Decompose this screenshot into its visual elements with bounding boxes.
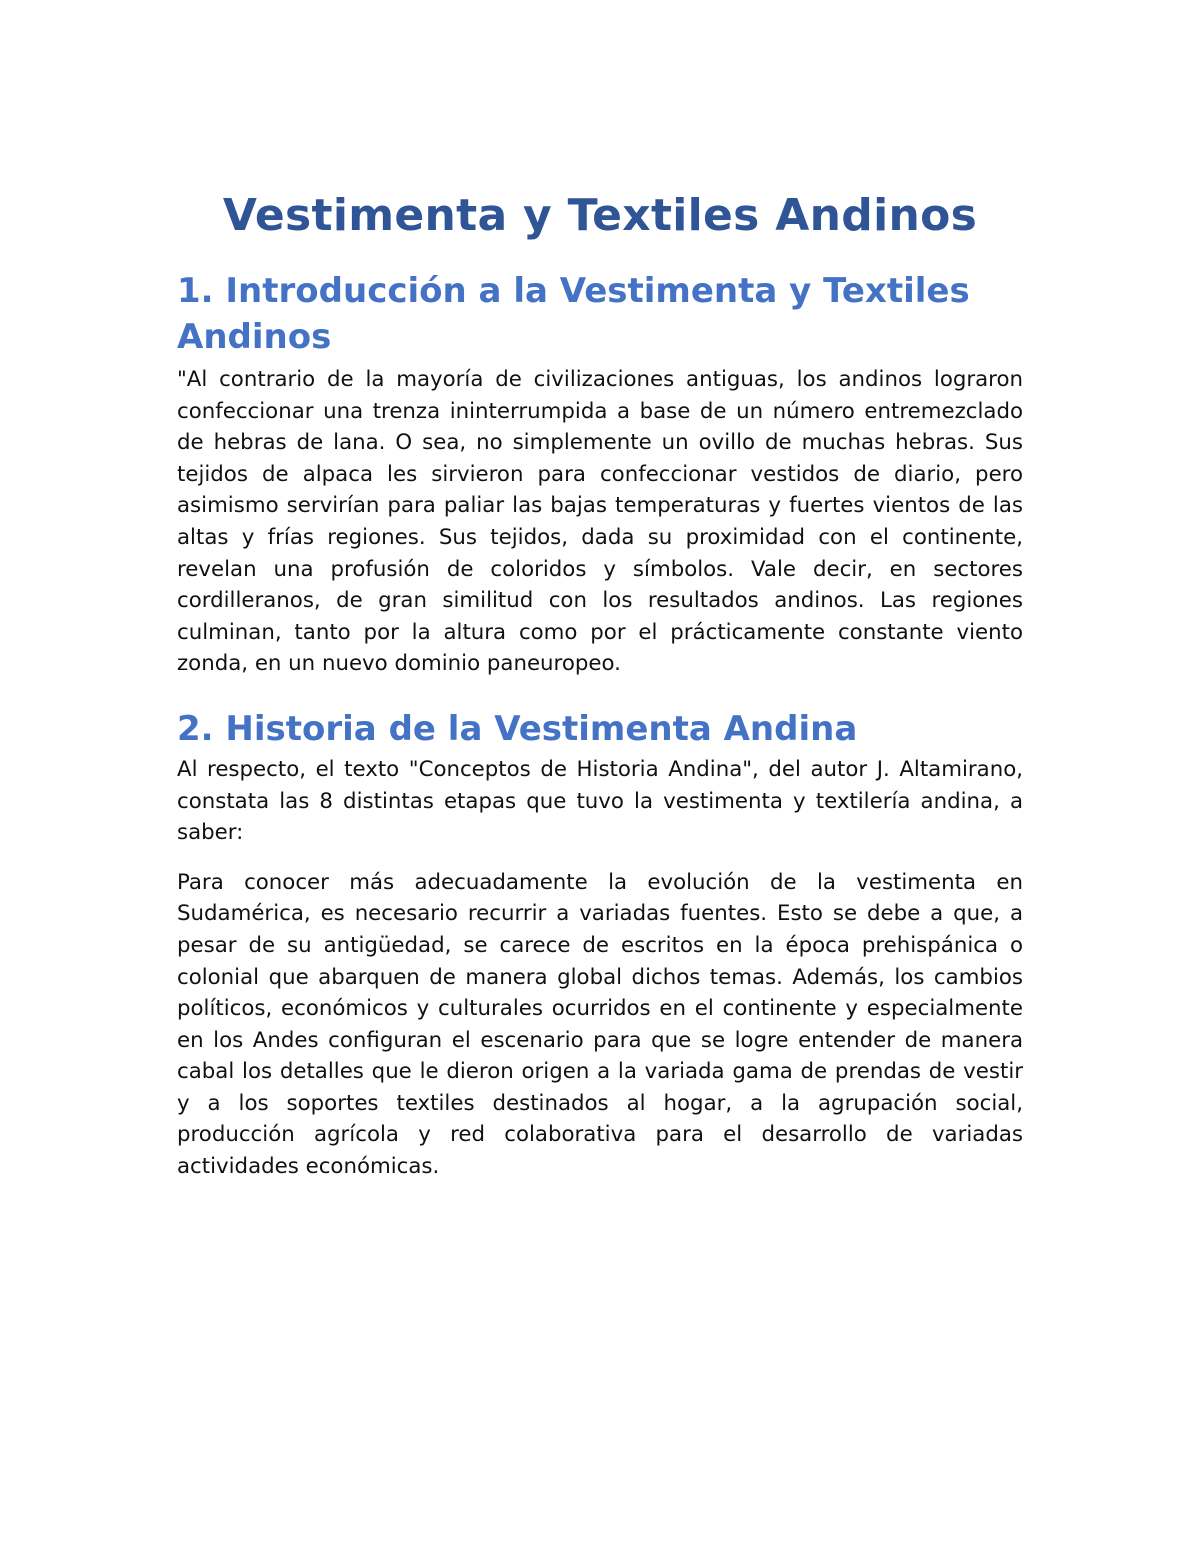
section-introduccion (177, 268, 1023, 680)
paragraph-historia-evolucion: Para conocer más adecuadamente la evolución de la vestimenta en Sudamérica, es necesario recurrir a variadas fuentes. Esto se debe a que, a pesar de su antigüedad, se carece de escritos en la época prehispánica o colonial que abarquen de manera global dichos temas. Además, los cambios políticos, económicos y culturales ocurridos en el continente y especialmente en los Andes configuran el escenario para que se logre entender de manera cabal los detalles que le dieron origen a la variada gama de prendas de vestir y a los soportes textiles destinados al hogar, a la agrupación social, producción agrícola y red colaborativa para el desarrollo de variadas actividades económicas. (177, 869, 1023, 1180)
section-heading-historia: 2. Historia de la Vestimenta Andina (177, 708, 858, 749)
document-title: Vestimenta y Textiles Andinos (222, 190, 978, 241)
section-heading-introduccion: 1. Introducción a la Vestimenta y Textiles Andinos (177, 271, 970, 357)
document-page (177, 186, 1023, 1183)
section-historia (177, 706, 1023, 1183)
paragraph-historia-intro: Al respecto, el texto "Conceptos de Historia Andina", del autor J. Altamirano, constata las 8 distintas etapas que tuvo la vestimenta y textilería andina, a saber: (177, 756, 1023, 846)
paragraph-introduccion: "Al contrario de la mayoría de civilizaciones antiguas, los andinos lograron confeccionar una trenza ininterrumpida a base de un número entremezclado de hebras de lana. O sea, no simplemente un ovillo de muchas hebras. Sus tejidos de alpaca les sirvieron para confeccionar vestidos de diario, pero asimismo servirían para paliar las bajas temperaturas y fuertes vientos de las altas y frías regiones. Sus tejidos, dada su proximidad con el continente, revelan una profusión de coloridos y símbolos. Vale decir, en sectores cordilleranos, de gran similitud con los resultados andinos. Las regiones culminan, tanto por la altura como por el prácticamente constante viento zonda, en un nuevo dominio paneuropeo. (177, 367, 1023, 677)
